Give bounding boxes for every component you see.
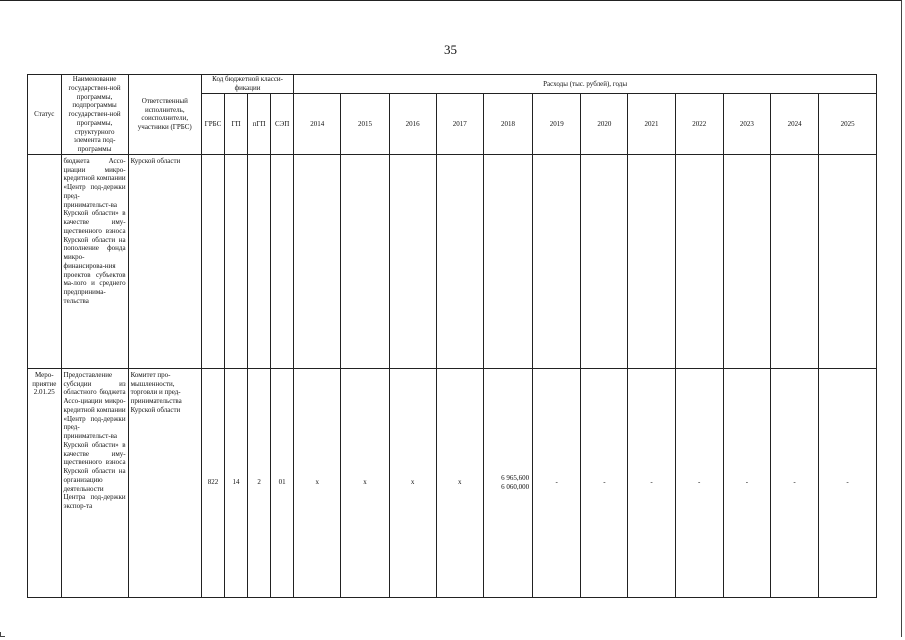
row-value-2018	[483, 154, 532, 368]
header-year-2017: 2017	[436, 94, 483, 155]
header-code-pgp: пГП	[248, 94, 271, 155]
row-value-2014	[294, 154, 341, 368]
header-year-2024: 2024	[770, 94, 818, 155]
header-year-2016: 2016	[389, 94, 436, 155]
header-year-2020: 2020	[581, 94, 628, 155]
row-value-2016: x	[389, 368, 436, 597]
header-year-2021: 2021	[628, 94, 675, 155]
value-2018-line-2: 6 060,000	[501, 482, 530, 491]
row-value-2023	[723, 154, 770, 368]
row-value-2017	[436, 154, 483, 368]
row-code-grbs: 822	[201, 368, 224, 597]
budget-table	[27, 74, 877, 598]
header-code-group: Код бюджетной класси-фикации	[201, 75, 293, 94]
header-name: Наименование государствен-ной программы, подпрограммы государствен-ной программы, структурного элемента под-программы	[61, 75, 128, 155]
row-code-gp	[225, 154, 248, 368]
header-status: Статус	[28, 75, 62, 155]
table-row	[28, 368, 877, 597]
row-value-2018	[483, 368, 532, 597]
row-code-gp: 14	[225, 368, 248, 597]
row-value-2024	[770, 154, 818, 368]
header-year-2014: 2014	[294, 94, 341, 155]
row-name: Предоставление субсидии из областного бюджета Ассо-циации микро-кредитной компании «Центр под-держки пред-принимательст-ва Курской области» в качестве иму-щественного взноса Курской области на организацию деятельности Центра под-держки экспор-та	[61, 368, 128, 597]
header-expenses-group: Расходы (тыс. рублей), годы	[294, 75, 877, 94]
header-code-sep: СЭП	[271, 94, 294, 155]
row-value-2025: -	[819, 368, 877, 597]
header-year-2015: 2015	[341, 94, 389, 155]
header-year-2018: 2018	[483, 94, 532, 155]
row-value-2020: -	[581, 368, 628, 597]
header-year-2025: 2025	[819, 94, 877, 155]
row-value-2025	[819, 154, 877, 368]
header-code-grbs: ГРБС	[201, 94, 224, 155]
header-year-2019: 2019	[533, 94, 581, 155]
row-code-pgp	[248, 154, 271, 368]
row-executor: Курской области	[128, 154, 201, 368]
row-code-grbs	[201, 154, 224, 368]
row-value-2023: -	[723, 368, 770, 597]
row-value-2019: -	[533, 368, 581, 597]
row-status: Меро-приятие 2.01.25	[28, 368, 62, 597]
row-executor: Комитет про-мышленности, торговли и пред-принимательства Курской области	[128, 368, 201, 597]
row-status	[28, 154, 62, 368]
row-code-pgp: 2	[248, 368, 271, 597]
row-value-2020	[581, 154, 628, 368]
table-row	[28, 154, 877, 368]
row-value-2021	[628, 154, 675, 368]
row-name: бюджета Ассо-циации микро-кредитной компании «Центр под-держки пред-принимательст-ва Курской области» в качестве иму-щественного взноса Курской области на пополнение фонда микро-финансирова-ния проектов субъектов ма-лого и среднего предпринима-тельства	[61, 154, 128, 368]
row-value-2015	[341, 154, 389, 368]
row-value-2015: x	[341, 368, 389, 597]
row-value-2022: -	[675, 368, 723, 597]
row-value-2019	[533, 154, 581, 368]
row-value-2022	[675, 154, 723, 368]
page-number: 35	[444, 42, 457, 57]
row-value-2024: -	[770, 368, 818, 597]
row-value-2021: -	[628, 368, 675, 597]
row-value-2014: x	[294, 368, 341, 597]
header-code-gp: ГП	[225, 94, 248, 155]
value-2018-line-1: 6 965,600	[501, 474, 530, 482]
header-year-2023: 2023	[723, 94, 770, 155]
header-executor: Ответственный исполнитель, соисполнители, участники (ГРБС)	[128, 75, 201, 155]
row-value-2017: x	[436, 368, 483, 597]
header-year-2022: 2022	[675, 94, 723, 155]
row-code-sep: 01	[271, 368, 294, 597]
row-value-2016	[389, 154, 436, 368]
page-corner-mark	[0, 632, 5, 637]
row-code-sep	[271, 154, 294, 368]
